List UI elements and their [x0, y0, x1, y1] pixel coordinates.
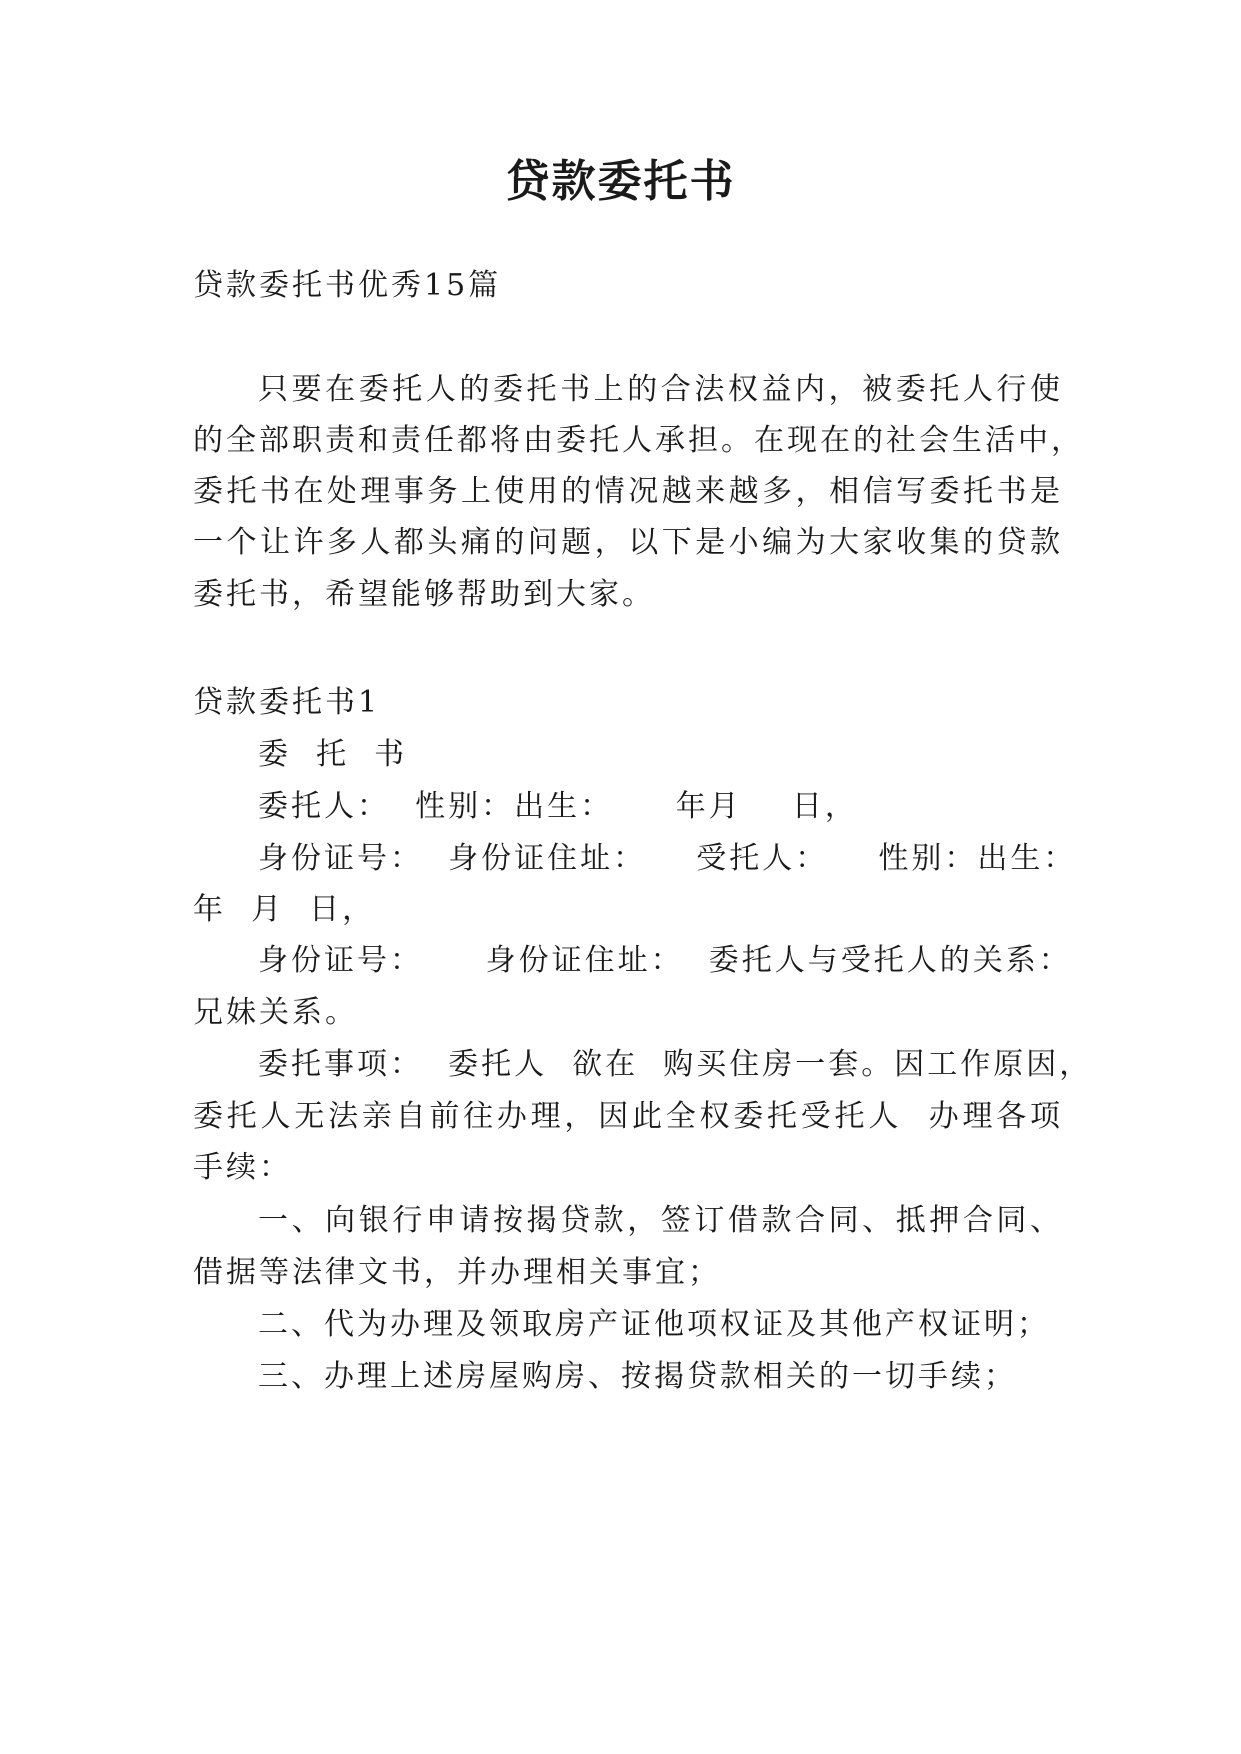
body-line-2: 身份证号： 身份证住址： 受托人： 性别：出生：: [258, 841, 1077, 876]
section-doc-title: 委 托 书: [258, 737, 408, 772]
body-line-7: 委托人无法亲自前往办理，因此全权委托受托人 办理各项: [193, 1099, 1063, 1134]
body-line-9: 一、向银行申请按揭贷款，签订借款合同、抵押合同、: [258, 1203, 1063, 1238]
body-line-11: 二、代为办理及领取房产证他项权证及其他产权证明；: [258, 1307, 1050, 1342]
body-line-3: 年 月 日，: [193, 892, 376, 927]
body-line-5: 兄妹关系。: [193, 995, 358, 1030]
intro-line-2: 的全部职责和责任都将由委托人承担。在现在的社会生活中，: [193, 423, 1084, 458]
section-heading: 贷款委托书1: [193, 685, 381, 720]
body-line-12: 三、办理上述房屋购房、按揭贷款相关的一切手续；: [258, 1359, 1017, 1394]
body-line-6: 委托事项： 委托人 欲在 购买住房一套。因工作原因，: [258, 1047, 1093, 1082]
intro-line-1: 只要在委托人的委托书上的合法权益内，被委托人行使: [258, 372, 1063, 407]
intro-line-4: 一个让许多人都头痛的问题，以下是小编为大家收集的贷款: [193, 525, 1063, 560]
document-subtitle: 贷款委托书优秀15篇: [193, 268, 502, 303]
intro-line-5: 委托书，希望能够帮助到大家。: [193, 577, 655, 612]
body-line-8: 手续：: [193, 1150, 292, 1185]
body-line-4: 身份证号： 身份证住址： 委托人与受托人的关系：: [258, 943, 1072, 978]
body-line-10: 借据等法律文书，并办理相关事宜；: [193, 1255, 721, 1290]
document-title: 贷款委托书: [505, 156, 736, 207]
intro-line-3: 委托书在处理事务上使用的情况越来越多，相信写委托书是: [193, 474, 1063, 509]
body-line-1: 委托人： 性别：出生： 年月 日，: [258, 789, 858, 824]
